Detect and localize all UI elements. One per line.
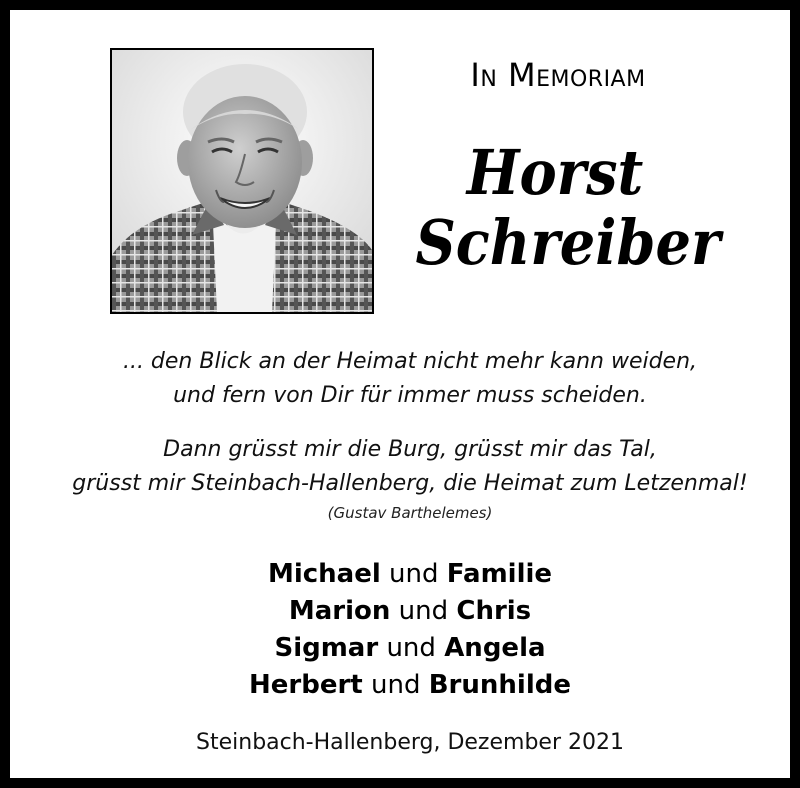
mourner-connector: und: [371, 670, 421, 700]
mourner-connector: und: [398, 596, 449, 626]
mourner-row: [30, 630, 790, 667]
mourner-connector: und: [386, 633, 436, 663]
portrait-photo-icon: [112, 50, 372, 312]
deceased-last-name: Schreiber: [415, 206, 721, 279]
poem-line: und fern von Dir für immer muss scheiden.: [173, 383, 647, 408]
mourners-list: [30, 556, 790, 704]
poem-author: (Gustav Barthelemes): [327, 504, 493, 522]
mourner-partner: Familie: [446, 559, 553, 589]
mourner-name: Marion: [288, 596, 391, 626]
mourner-partner: Angela: [444, 633, 546, 663]
mourner-connector: und: [389, 559, 439, 589]
mourner-row: [30, 556, 790, 593]
poem-line: Dann grüsst mir die Burg, grüsst mir das Tal,: [163, 437, 657, 462]
mourner-partner: Brunhilde: [428, 670, 571, 700]
place-date-footer: Steinbach-Hallenberg, Dezember 2021: [196, 730, 624, 755]
mourner-name: Michael: [267, 559, 381, 589]
portrait-photo: [110, 48, 374, 314]
deceased-first-name: Horst: [466, 136, 644, 209]
in-memoriam-heading: [388, 56, 728, 94]
poem-stanza-1: [30, 345, 790, 413]
poem-line: grüsst mir Steinbach-Hallenberg, die Heimat zum Letzenmal!: [72, 471, 748, 496]
mourner-partner: Chris: [456, 596, 532, 626]
heading-text: In Memoriam: [470, 56, 646, 94]
mourner-name: Herbert: [249, 670, 363, 700]
mourner-row: [30, 667, 790, 704]
poem-stanza-2: [30, 433, 790, 501]
mourner-row: [30, 593, 790, 630]
mourner-name: Sigmar: [274, 633, 379, 663]
poem-line: ... den Blick an der Heimat nicht mehr kann weiden,: [122, 349, 698, 374]
